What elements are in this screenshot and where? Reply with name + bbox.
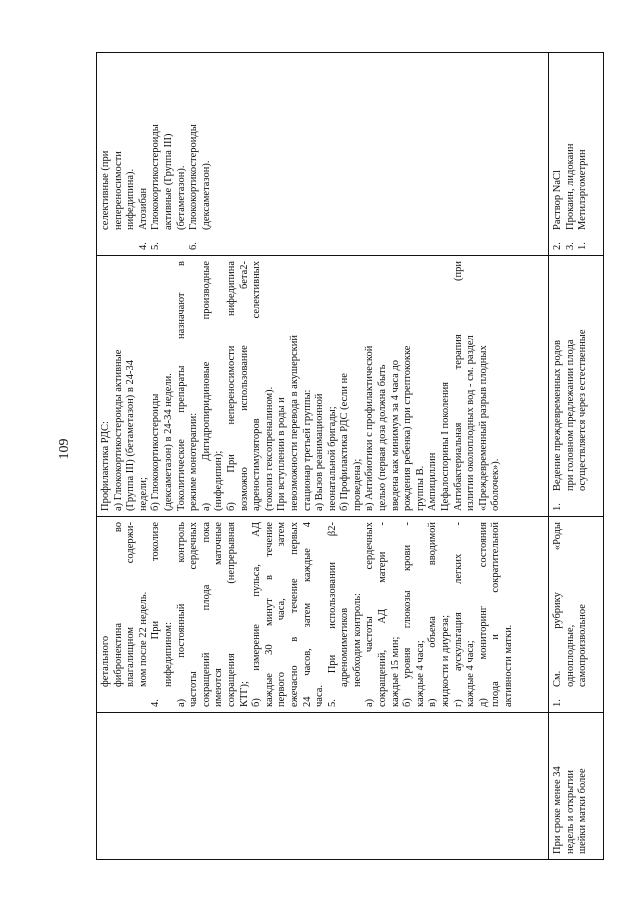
text-line: активности матки. bbox=[503, 624, 514, 707]
text-line: при головном предлежании плода bbox=[564, 339, 576, 491]
cell-monitoring bbox=[97, 516, 548, 712]
text-line: фетального bbox=[100, 635, 111, 687]
clinical-table bbox=[96, 52, 604, 860]
text-line: режиме монотерапии: bbox=[188, 412, 200, 511]
list-number: 1. bbox=[552, 503, 563, 511]
list-number: 4. bbox=[137, 242, 149, 250]
text-line: а) Вызов реанимационной bbox=[314, 393, 326, 511]
text-line: недель и открытии bbox=[564, 770, 576, 854]
text-line: (токолиз гексопреналином). bbox=[263, 386, 275, 511]
list-item bbox=[188, 58, 201, 250]
text-line: в) объема вводимой bbox=[427, 522, 439, 707]
text-line: (бетаметазон). bbox=[175, 165, 187, 230]
text-line: оболочек»). bbox=[490, 458, 502, 511]
text-line: (Группа III) (бетаметазон) в 24-34 bbox=[125, 360, 137, 511]
cell-monitoring bbox=[549, 516, 603, 712]
list-number: 1. bbox=[552, 699, 563, 707]
text-line: частоты сердечных bbox=[188, 522, 200, 707]
text-line: КТГ); bbox=[238, 681, 250, 707]
text-line: шейки матки более bbox=[577, 768, 589, 854]
text-line: Раствор NaCl bbox=[552, 170, 563, 230]
text-line: сокращений плода пока bbox=[200, 522, 212, 707]
text-line: нифедипином: bbox=[162, 622, 174, 687]
list-number: 6. bbox=[188, 242, 200, 250]
cell-criteria bbox=[549, 712, 603, 859]
text-line: недели; bbox=[137, 477, 149, 511]
page-number: 109 bbox=[57, 438, 72, 460]
text-line: первого часа, затем bbox=[276, 522, 288, 707]
text-line: каждые 4 часа; bbox=[414, 640, 426, 707]
cell-criteria bbox=[97, 712, 548, 859]
text-line: каждые 30 минут в течение bbox=[263, 522, 275, 707]
text-line: При вступлении в роды и bbox=[276, 397, 288, 511]
text-line: необходим контроль: bbox=[351, 593, 363, 687]
text-line: Глюкокортикостероиды bbox=[150, 124, 162, 230]
text-line: Атозибан bbox=[137, 187, 149, 230]
text-line: б) Глюкокортикостероиды bbox=[150, 393, 162, 511]
text-line: д) мониторинг состояния bbox=[477, 522, 489, 707]
text-line: мом после 22 недель. bbox=[137, 591, 149, 687]
text-line: Ведение преждевременных родов bbox=[552, 340, 563, 491]
text-line: рождения ребенка) при стрептококке bbox=[402, 345, 414, 511]
list-item bbox=[552, 522, 565, 707]
text-line: непереносимости bbox=[112, 151, 124, 230]
list-item bbox=[552, 58, 565, 250]
text-line: неонатальной бригады; bbox=[326, 406, 338, 511]
text-line: в) Антибиотики с профилактической bbox=[364, 345, 376, 511]
list-item bbox=[138, 58, 151, 250]
text-line: Глюкокортикостероиды bbox=[188, 124, 200, 230]
text-line: сокращений, АД матери - bbox=[377, 522, 389, 707]
list-number: 2. bbox=[552, 242, 563, 250]
text-line: а) Глюкокортикостероиды активные bbox=[112, 349, 124, 511]
text-line: нифедипина). bbox=[125, 168, 137, 230]
list-number: 3. bbox=[564, 242, 576, 250]
text-line: возможно использование бета2- bbox=[238, 261, 250, 511]
text-line: часа. bbox=[314, 684, 326, 707]
list-number: 5. bbox=[150, 242, 162, 250]
cell-drugs bbox=[97, 53, 548, 255]
text-line: 5. При использовании β2- bbox=[326, 522, 338, 707]
text-line: Прокаин, лидокаин bbox=[564, 143, 576, 230]
text-line: активные (Группа III) bbox=[162, 133, 174, 230]
text-line: Ампициллин bbox=[427, 452, 439, 511]
text-line: адреностимуляторов селективных bbox=[251, 261, 263, 511]
text-line: 4. При токолизе bbox=[150, 522, 162, 707]
text-line: «Преждевременный разрыв плодных bbox=[477, 345, 489, 511]
table-row bbox=[549, 53, 603, 859]
text-line: фибронектина во bbox=[112, 522, 124, 687]
text-line: а) постоянный контроль bbox=[175, 522, 187, 707]
list-number: 1. bbox=[577, 242, 589, 250]
text-line: жидкости и диуреза; bbox=[440, 614, 452, 707]
text-line: Профилактика РДС: bbox=[100, 421, 111, 511]
text-line: невозможности перевода в акушерский bbox=[288, 334, 300, 511]
text-line: При сроке менее 34 bbox=[552, 766, 563, 854]
text-line: сокращения (непрерывная bbox=[225, 522, 237, 707]
text-line: (дексаметазон) в 24-34 недели. bbox=[162, 373, 174, 511]
text-line: б) измерение пульса, АД bbox=[251, 522, 263, 707]
text-line: самопроизвольное bbox=[577, 604, 589, 687]
text-line: одноплодные, bbox=[564, 624, 576, 687]
text-line: селективные (при bbox=[100, 150, 111, 230]
text-line: осуществляется через естественные bbox=[577, 329, 589, 491]
text-line: Метилэргометрин bbox=[577, 149, 589, 230]
text-line: группы В. bbox=[414, 465, 426, 511]
text-line: влагалищном содержи- bbox=[125, 522, 137, 687]
cell-treatment bbox=[549, 255, 603, 516]
text-line: введена как минимум за 4 часа до bbox=[389, 359, 401, 511]
text-line: плода и сократительной bbox=[490, 522, 502, 707]
clinical-table-rotated bbox=[96, 52, 604, 860]
text-line: Цефалоспорины I поколения bbox=[440, 381, 452, 511]
text-line: проведена); bbox=[351, 458, 363, 511]
text-line: 24 часов, затем каждые 4 bbox=[301, 522, 313, 707]
text-line: каждые 15 мин; bbox=[389, 636, 401, 707]
text-line: адреномиметиков bbox=[339, 607, 351, 687]
text-line: излитии околоплодных вод - см. раздел bbox=[465, 335, 477, 511]
text-line: б) уровня глюкозы крови - bbox=[402, 522, 414, 707]
cell-treatment bbox=[97, 255, 548, 516]
text-line: Токолитические препараты назначают в bbox=[175, 261, 187, 511]
text-line: а) Дигидропиридиновые производные bbox=[200, 261, 212, 511]
list-item bbox=[565, 58, 578, 250]
table-row bbox=[97, 53, 549, 859]
text-line: Антибактериальная терапия (при bbox=[452, 261, 464, 511]
text-line: ежечасно в течение первых bbox=[288, 522, 300, 707]
text-line: (нифедипин); bbox=[213, 450, 225, 511]
cell-drugs bbox=[549, 53, 603, 255]
text-line: б) Профилактика РДС (если не bbox=[339, 373, 351, 511]
text-line: (дексаметазон). bbox=[200, 160, 212, 230]
text-line: г) аускультация легких - bbox=[452, 522, 464, 707]
list-item bbox=[150, 58, 163, 250]
text-line: целью (первая доза должна быть bbox=[377, 364, 389, 511]
text-line: б) При непереносимости нифедипина bbox=[225, 261, 237, 511]
text-line: См. рубрику «Роды bbox=[552, 522, 563, 687]
text-line: имеются маточные bbox=[213, 522, 225, 707]
text-line: а) частоты сердечных bbox=[364, 522, 376, 707]
text-line: стационар третьей группы: bbox=[301, 389, 313, 511]
list-item bbox=[552, 261, 565, 511]
list-item bbox=[577, 58, 590, 250]
text-line: каждые 4 часа; bbox=[465, 640, 477, 707]
